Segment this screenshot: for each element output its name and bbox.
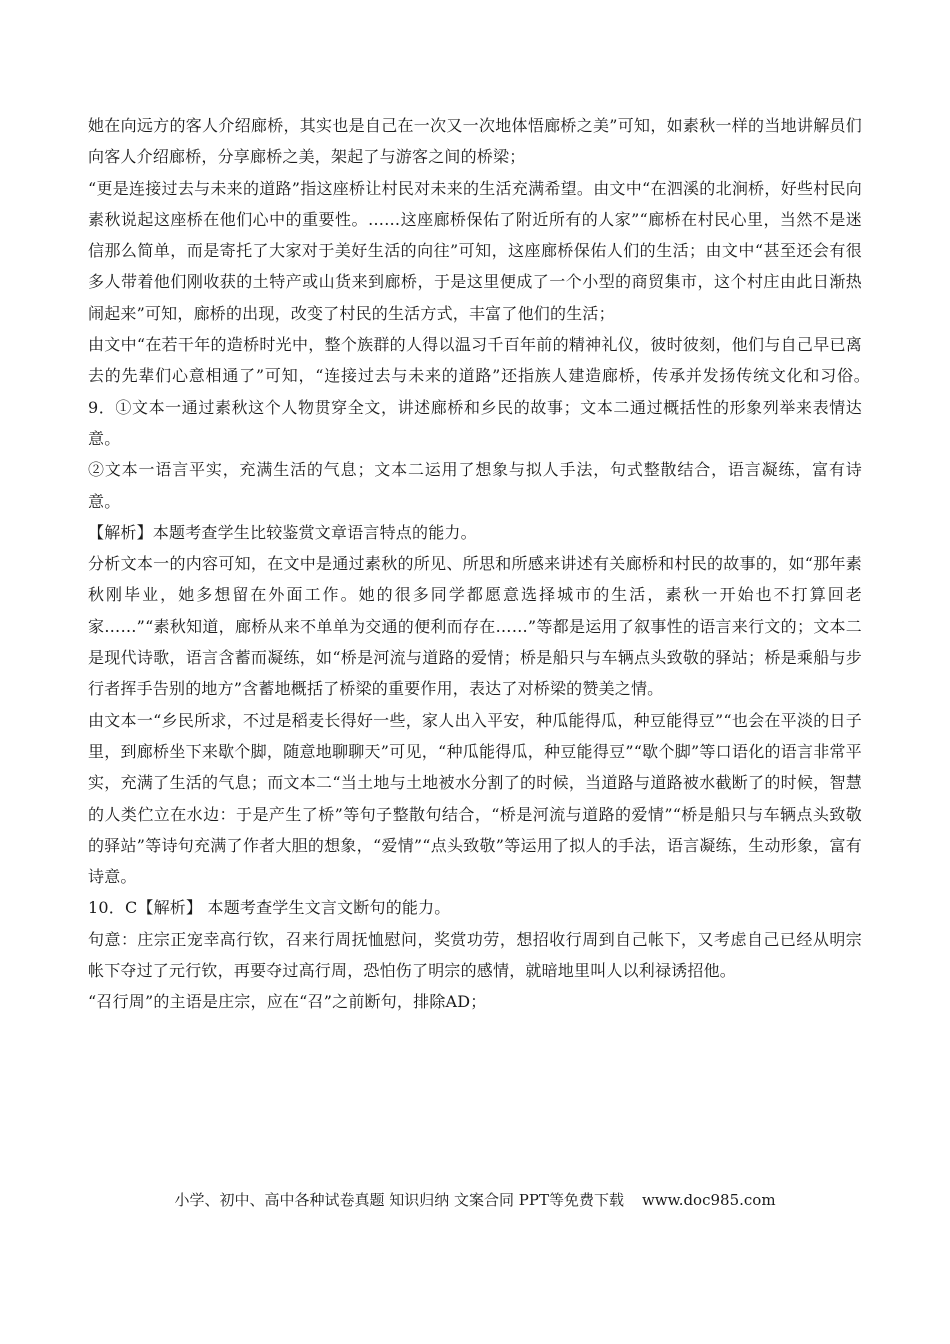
paragraph-2: “更是连接过去与未来的道路”指这座桥让村民对未来的生活充满希望。由文中“在泗溪的北涧桥，好些村民向素秋说起这座桥在他们心中的重要性。……这座廊桥保佑了附近所有的人家”“廊桥在村民心里，当然不是迷信那么简单，而是寄托了大家对于美好生活的向往”可知，这座廊桥保佑人们的生活；由文中“甚至还会有很多人带着他们刚收获的土特产或山货来到廊桥，于是这里便成了一个小型的商贸集市，这个村庄由此日渐热闹起来”可知，廊桥的出现，改变了村民的生活方式，丰富了他们的生活； bbox=[88, 178, 862, 323]
document-body bbox=[88, 110, 879, 1018]
paragraph-3: 由文中“在若干年的造桥时光中，整个族群的人得以温习千百年前的精神礼仪，彼时彼刻，他们与自己早已离去的先辈们心意相通了”可知，“连接过去与未来的道路”还指族人建造廊桥，传承并发扬传统文化和习俗。 9．①文本一通过素秋这个人物贯穿全文，讲述廊桥和乡民的故事；文本二通过概括性的形象列举来表情达意。 bbox=[88, 335, 879, 448]
footer-text: 小学、初中、高中各种试卷真题 知识归纳 文案合同 PPT等免费下载 bbox=[174, 1191, 624, 1209]
footer-site-link[interactable]: www.doc985.com bbox=[641, 1191, 776, 1209]
question-10-answer: 10．C【解析】 本题考查学生文言文断句的能力。 bbox=[88, 898, 451, 918]
analysis-heading: 【解析】本题考查学生比较鉴赏文章语言特点的能力。 bbox=[88, 522, 477, 542]
paragraph-1: 她在向远方的客人介绍廊桥，其实也是自己在一次又一次地体悟廊桥之美”可知，如素秋一样的当地讲解员们向客人介绍廊桥，分享廊桥之美，架起了与游客之间的桥梁； bbox=[88, 116, 862, 167]
paragraph-7: 由文本一“乡民所求，不过是稻麦长得好一些，家人出入平安，种瓜能得瓜，种豆能得豆”“也会在平淡的日子里，到廊桥坐下来歇个脚，随意地聊聊天”可见，“种瓜能得瓜，种豆能得豆”“歇个脚”等口语化的语言非常平实，充满了生活的气息；而文本二“当土地与土地被水分割了的时候，当道路与道路被水截断了的时候，智慧的人类伫立在水边：于是产生了桥”等句子整散句结合，“桥是河流与道路的爱情”“桥是船只与车辆点头致敬的驿站”等诗句充满了作者大胆的想象，“爱情”“点头致敬”等运用了拟人的手法，语言凝练，生动形象，富有诗意。 bbox=[88, 710, 862, 887]
paragraph-9: 句意：庄宗正宠幸高行钦，召来行周抚恤慰问，奖赏功劳，想招收行周到自己帐下，又考虑自己已经从明宗帐下夺过了元行钦，再要夺过高行周，恐怕伤了明宗的感情，就暗地里叫人以利禄诱招他。 bbox=[88, 929, 862, 981]
page-footer bbox=[0, 1188, 950, 1212]
paragraph-6: 分析文本一的内容可知，在文中是通过素秋的所见、所思和所感来讲述有关廊桥和村民的故事的，如“那年素秋刚毕业，她多想留在外面工作。她的很多同学都愿意选择城市的生活，素秋一开始也不打算回老家……”“素秋知道，廊桥从来不单单为交通的便利而存在……”等都是运用了叙事性的语言来行文的；文本二是现代诗歌，语言含蓄而凝练，如“桥是河流与道路的爱情；桥是船只与车辆点头致敬的驿站；桥是乘船与步行者挥手告别的地方”含蓄地概括了桥梁的重要作用，表达了对桥梁的赞美之情。 bbox=[88, 554, 862, 699]
paragraph-4: ②文本一语言平实，充满生活的气息；文本二运用了想象与拟人手法，句式整散结合，语言凝练，富有诗意。 bbox=[88, 460, 862, 511]
paragraph-10: “召行周”的主语是庄宗，应在“召”之前断句，排除AD； bbox=[88, 992, 487, 1012]
